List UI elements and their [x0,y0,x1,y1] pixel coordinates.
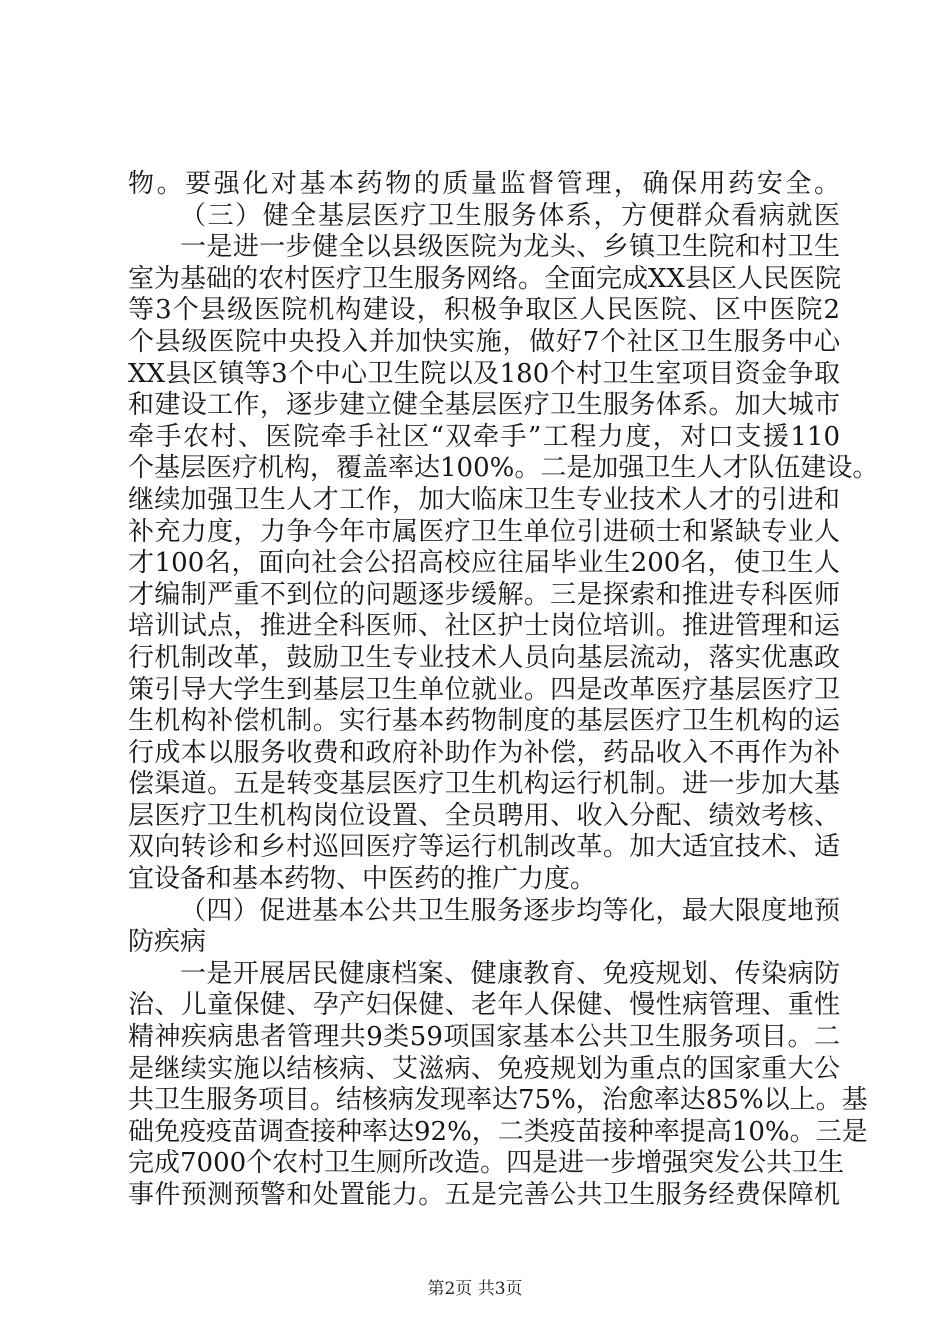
text-line: 宜设备和基本药物、中医药的推广力度。 [128,864,597,895]
text-line: 础免疫疫苗调查接种率达92%，二类疫苗接种率提高10%。三是 [128,1116,868,1147]
text-line: 策引导大学生到基层卫生单位就业。四是改革医疗基层医疗卫 [128,674,840,705]
text-line: 行机制改革，鼓励卫生专业技术人员向基层流动，落实优惠政 [128,642,840,673]
text-line: 共卫生服务项目。结核病发现率达75%，治愈率达85%以上。基 [128,1085,868,1116]
section-heading: （三）健全基层医疗卫生服务体系，方便群众看病就医 [180,200,840,231]
text-line: 牵手农村、医院牵手社区“双牵手”工程力度，对口支援110 [128,421,840,452]
page-number: 第2页 共3页 [427,1279,523,1299]
text-line: 行成本以服务收费和政府补助作为补偿，药品收入不再作为补 [128,737,840,768]
text-line: 和建设工作，逐步建立健全基层医疗卫生服务体系。加大城市 [128,390,840,421]
text-line: 物。要强化对基本药物的质量监督管理，确保用药安全。 [128,169,840,199]
section-heading: （四）促进基本公共卫生服务逐步均等化，最大限度地预 [180,895,840,926]
text-line: 一是开展居民健康档案、健康教育、免疫规划、传染病防 [180,958,840,989]
text-line: 个基层医疗机构，覆盖率达100%。二是加强卫生人才队伍建设。 [128,453,879,484]
section-heading-continued: 防疾病 [128,927,207,958]
document-body [128,169,879,1212]
text-line: 是继续实施以结核病、艾滋病、免疫规划为重点的国家重大公 [128,1053,840,1084]
text-line: 一是进一步健全以县级医院为龙头、乡镇卫生院和村卫生 [180,232,840,263]
text-line: 偿渠道。五是转变基层医疗卫生机构运行机制。进一步加大基 [128,769,840,800]
text-line: XX县区镇等3个中心卫生院以及180个村卫生室项目资金争取 [128,358,840,389]
text-line: 个县级医院中央投入并加快实施，做好7个社区卫生服务中心 [128,326,840,357]
text-line: 才100名，面向社会公招高校应往届毕业生200名，使卫生人 [128,548,840,579]
text-line: 继续加强卫生人才工作，加大临床卫生专业技术人才的引进和 [128,484,840,515]
text-line: 层医疗卫生机构岗位设置、全员聘用、收入分配、绩效考核、 [128,800,840,831]
text-line: 等3个县级医院机构建设，积极争取区人民医院、区中医院2 [128,295,840,326]
text-line: 生机构补偿机制。实行基本药物制度的基层医疗卫生机构的运 [128,706,840,737]
text-line: 室为基础的农村医疗卫生服务网络。全面完成XX县区人民医院 [128,263,842,294]
text-line: 完成7000个农村卫生厕所改造。四是进一步增强突发公共卫生 [128,1148,845,1179]
text-line: 精神疾病患者管理共9类59项国家基本公共卫生服务项目。二 [128,1022,840,1053]
text-line: 双向转诊和乡村巡回医疗等运行机制改革。加大适宜技术、适 [128,832,840,863]
text-line: 事件预测预警和处置能力。五是完善公共卫生服务经费保障机 [128,1180,840,1210]
text-line: 培训试点，推进全科医师、社区护士岗位培训。推进管理和运 [128,611,840,642]
text-line: 补充力度，力争今年市属医疗卫生单位引进硕士和紧缺专业人 [128,516,840,547]
text-line: 才编制严重不到位的问题逐步缓解。三是探索和推进专科医师 [128,579,840,610]
text-line: 治、儿童保健、孕产妇保健、老年人保健、慢性病管理、重性 [128,990,840,1021]
